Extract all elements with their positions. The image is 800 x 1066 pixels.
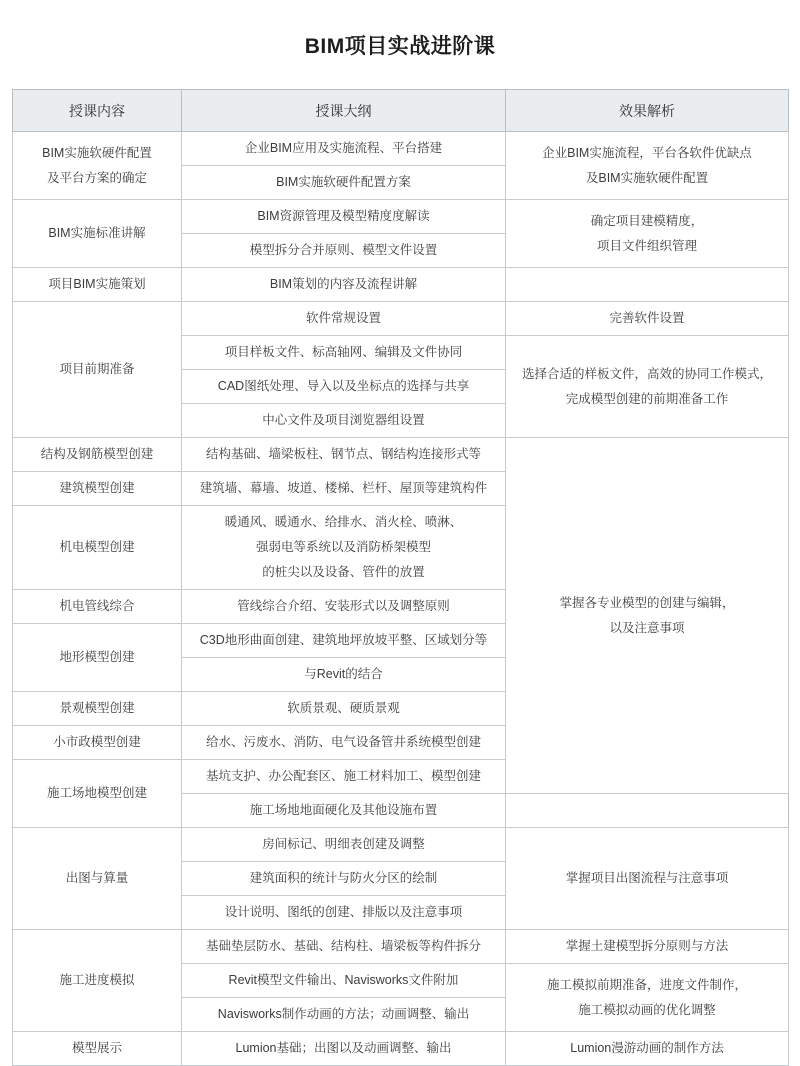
outline-cell: BIM资源管理及模型精度度解读	[182, 200, 506, 234]
outline-cell: Lumion基础；出图以及动画调整、输出	[182, 1032, 506, 1066]
outline-cell: 房间标记、明细表创建及调整	[182, 828, 506, 862]
category-cell: BIM实施软硬件配置 及平台方案的确定	[13, 132, 182, 200]
column-header-result: 效果解析	[506, 90, 789, 132]
outline-cell: 与Revit的结合	[182, 658, 506, 692]
result-cell: 掌握项目出图流程与注意事项	[506, 828, 789, 930]
result-cell: 企业BIM实施流程，平台各软件优缺点 及BIM实施软硬件配置	[506, 132, 789, 200]
outline-cell: Navisworks制作动画的方法；动画调整、输出	[182, 998, 506, 1032]
category-cell: BIM实施标准讲解	[13, 200, 182, 268]
page-title: BIM项目实战进阶课	[304, 35, 496, 58]
result-cell: 选择合适的样板文件，高效的协同工作模式， 完成模型创建的前期准备工作	[506, 336, 789, 438]
outline-cell: 结构基础、墙梁板柱、钢节点、钢结构连接形式等	[182, 438, 506, 472]
result-cell	[506, 268, 789, 302]
outline-cell: 建筑墙、幕墙、坡道、楼梯、栏杆、屋顶等建筑构件	[182, 472, 506, 506]
curriculum-table-wrapper	[12, 89, 788, 1066]
outline-cell: BIM实施软硬件配置方案	[182, 166, 506, 200]
outline-cell: 软质景观、硬质景观	[182, 692, 506, 726]
table-row	[13, 132, 789, 166]
category-cell: 施工进度模拟	[13, 930, 182, 1032]
table-row	[13, 268, 789, 302]
category-cell: 机电管线综合	[13, 590, 182, 624]
outline-cell: 建筑面积的统计与防火分区的绘制	[182, 862, 506, 896]
outline-cell: 施工场地地面硬化及其他设施布置	[182, 794, 506, 828]
category-cell: 项目前期准备	[13, 302, 182, 438]
category-cell: 结构及钢筋模型创建	[13, 438, 182, 472]
category-cell: 施工场地模型创建	[13, 760, 182, 828]
result-cell-merged-models: 掌握各专业模型的创建与编辑， 以及注意事项	[506, 438, 789, 794]
result-cell: 确定项目建模精度， 项目文件组织管理	[506, 200, 789, 268]
category-cell: 模型展示	[13, 1032, 182, 1066]
outline-cell: 设计说明、图纸的创建、排版以及注意事项	[182, 896, 506, 930]
table-row	[13, 1032, 789, 1066]
category-cell: 小市政模型创建	[13, 726, 182, 760]
outline-cell: 基坑支护、办公配套区、施工材料加工、模型创建	[182, 760, 506, 794]
table-row	[13, 828, 789, 862]
category-cell: 地形模型创建	[13, 624, 182, 692]
category-cell: 项目BIM实施策划	[13, 268, 182, 302]
table-row	[13, 930, 789, 964]
table-row	[13, 438, 789, 472]
outline-cell: 中心文件及项目浏览器组设置	[182, 404, 506, 438]
outline-cell: 软件常规设置	[182, 302, 506, 336]
table-header	[13, 90, 789, 132]
outline-cell: 暖通风、暖通水、给排水、消火栓、喷淋、 强弱电等系统以及消防桥架模型 的桩尖以及设备、管件的放置	[182, 506, 506, 590]
category-cell: 景观模型创建	[13, 692, 182, 726]
outline-cell: 项目样板文件、标高轴网、编辑及文件协同	[182, 336, 506, 370]
result-cell: Lumion漫游动画的制作方法	[506, 1032, 789, 1066]
outline-cell: 基础垫层防水、基础、结构柱、墙梁板等构件拆分	[182, 930, 506, 964]
table-body	[13, 132, 789, 1066]
result-cell: 掌握土建模型拆分原则与方法	[506, 930, 789, 964]
table-row	[13, 302, 789, 336]
category-cell: 建筑模型创建	[13, 472, 182, 506]
category-cell: 机电模型创建	[13, 506, 182, 590]
column-header-content: 授课内容	[13, 90, 182, 132]
outline-cell: 企业BIM应用及实施流程、平台搭建	[182, 132, 506, 166]
outline-cell: C3D地形曲面创建、建筑地坪放坡平整、区域划分等	[182, 624, 506, 658]
category-cell: 出图与算量	[13, 828, 182, 930]
result-cell: 完善软件设置	[506, 302, 789, 336]
table-row	[13, 200, 789, 234]
table-header-row	[13, 90, 789, 132]
column-header-outline: 授课大纲	[182, 90, 506, 132]
curriculum-table	[12, 89, 789, 1066]
outline-cell: Revit模型文件输出、Navisworks文件附加	[182, 964, 506, 998]
outline-cell: 给水、污废水、消防、电气设备管井系统模型创建	[182, 726, 506, 760]
outline-cell: BIM策划的内容及流程讲解	[182, 268, 506, 302]
outline-cell: CAD图纸处理、导入以及坐标点的选择与共享	[182, 370, 506, 404]
outline-cell: 管线综合介绍、安装形式以及调整原则	[182, 590, 506, 624]
outline-cell: 模型拆分合并原则、模型文件设置	[182, 234, 506, 268]
result-cell: 施工模拟前期准备，进度文件制作， 施工模拟动画的优化调整	[506, 964, 789, 1032]
